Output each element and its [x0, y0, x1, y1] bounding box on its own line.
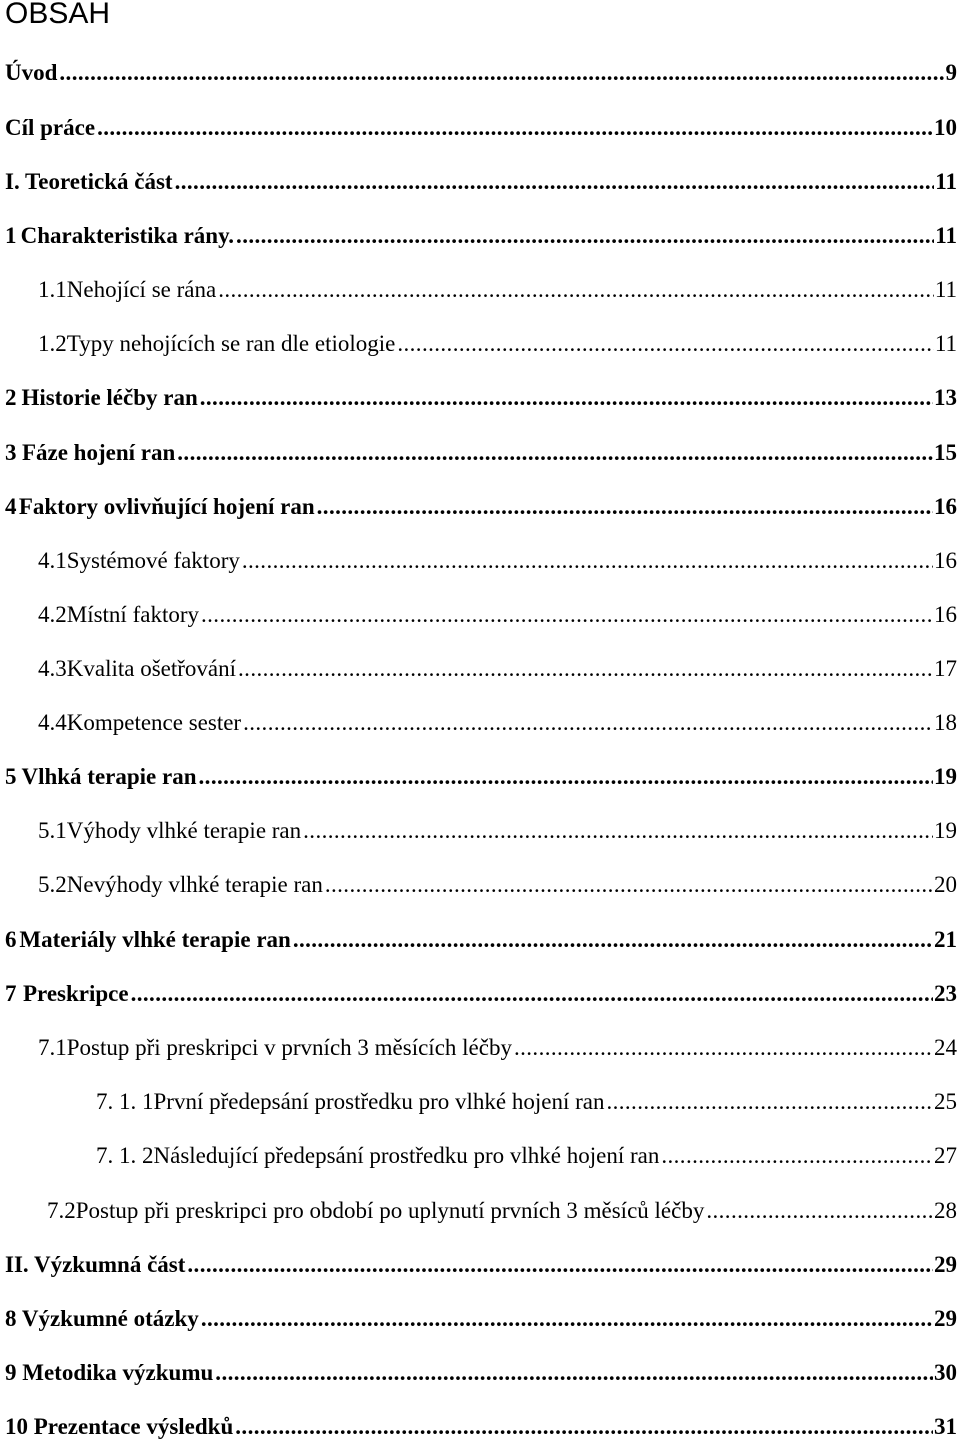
- toc-entry-uvod[interactable]: [5, 58, 957, 88]
- toc-entry-page: 11: [935, 169, 957, 194]
- toc-entry-number: 1.1: [38, 277, 67, 302]
- toc-entry-page: 29: [934, 1252, 957, 1277]
- toc-entry-4-2[interactable]: [38, 600, 957, 630]
- toc-leader-dots: [325, 870, 933, 900]
- toc-entry-page: 16: [934, 548, 957, 573]
- toc-entry-page: 27: [934, 1143, 957, 1168]
- toc-leader-dots: [303, 816, 933, 846]
- toc-entry-4-4[interactable]: [38, 708, 957, 738]
- toc-entry-page: 11: [934, 331, 957, 356]
- toc-entry-title: Místní faktory: [66, 602, 199, 627]
- toc-entry-page: 30: [934, 1360, 957, 1385]
- toc-leader-dots: [242, 546, 933, 576]
- toc-entry-number: 1.2: [38, 331, 67, 356]
- toc-leader-dots: [175, 167, 935, 197]
- toc-entry-title: II. Výzkumná část: [5, 1252, 186, 1277]
- toc-entry-title: Kompetence sester: [66, 710, 242, 735]
- toc-entry-title: Preskripce: [23, 981, 129, 1006]
- toc-entry-page: 11: [935, 223, 957, 248]
- toc-entry-cil-prace[interactable]: [5, 113, 957, 143]
- toc-leader-dots: [706, 1196, 933, 1226]
- toc-entry-page: 16: [934, 602, 957, 627]
- toc-entry-title: Nevýhody vlhké terapie ran: [66, 872, 323, 897]
- toc-entry-3[interactable]: [5, 438, 957, 468]
- toc-leader-dots: [293, 925, 933, 955]
- toc-leader-dots: [199, 762, 933, 792]
- toc-leader-dots: [218, 275, 934, 305]
- toc-entry-title: Nehojící se rána: [66, 277, 217, 302]
- toc-entry-part-1[interactable]: [5, 167, 957, 197]
- toc-heading: OBSAH: [5, 0, 111, 30]
- toc-entry-5-2[interactable]: [38, 870, 957, 900]
- toc-entry-page: 10: [934, 115, 957, 140]
- toc-leader-dots: [200, 383, 933, 413]
- toc-entry-7-1-2[interactable]: [96, 1141, 957, 1171]
- toc-leader-dots: [606, 1087, 933, 1117]
- toc-entry-number: 7. 1. 2: [96, 1143, 154, 1168]
- toc-entry-title: Postup při preskripci pro období po uplynutí prvních 3 měsíců léčby: [75, 1198, 705, 1223]
- toc-entry-page: 9: [945, 60, 957, 85]
- toc-leader-dots: [243, 708, 933, 738]
- toc-entry-part-2[interactable]: [5, 1250, 957, 1280]
- toc-entry-title: Fáze hojení ran: [21, 440, 176, 465]
- toc-entry-page: 23: [934, 981, 957, 1006]
- toc-entry-page: 17: [934, 656, 957, 681]
- toc-entry-page: 24: [934, 1035, 957, 1060]
- toc-entry-page: 25: [934, 1089, 957, 1114]
- toc-entry-10[interactable]: [5, 1412, 957, 1442]
- toc-entry-1[interactable]: [5, 221, 957, 251]
- toc-leader-dots: [201, 1304, 933, 1334]
- toc-entry-page: 19: [934, 764, 957, 789]
- toc-leader-dots: [177, 438, 933, 468]
- toc-entry-title: Systémové faktory: [66, 548, 240, 573]
- toc-entry-page: 16: [934, 494, 957, 519]
- toc-entry-page: 21: [934, 927, 957, 952]
- toc-entry-number: 2: [5, 385, 17, 410]
- toc-entry-number: 4.3: [38, 656, 67, 681]
- toc-entry-number: 5: [5, 764, 17, 789]
- toc-entry-page: 11: [934, 277, 957, 302]
- toc-entry-title: Kvalita ošetřování: [66, 656, 237, 681]
- toc-entry-number: 4.4: [38, 710, 67, 735]
- toc-leader-dots: [236, 221, 934, 251]
- toc-entry-title: Charakteristika rány.: [20, 223, 235, 248]
- toc-entry-number: 7. 1. 1: [96, 1089, 154, 1114]
- toc-entry-title: Úvod: [5, 60, 58, 85]
- toc-leader-dots: [661, 1141, 933, 1171]
- toc-entry-number: 5.1: [38, 818, 67, 843]
- toc-entry-7[interactable]: [5, 979, 957, 1009]
- toc-entry-4[interactable]: [5, 492, 957, 522]
- toc-entry-6[interactable]: [5, 925, 957, 955]
- toc-entry-9[interactable]: [5, 1358, 957, 1388]
- toc-entry-4-3[interactable]: [38, 654, 957, 684]
- toc-entry-number: 7.1: [38, 1035, 67, 1060]
- toc-leader-dots: [317, 492, 933, 522]
- toc-leader-dots: [59, 58, 944, 88]
- toc-leader-dots: [235, 1412, 933, 1442]
- toc-leader-dots: [397, 329, 934, 359]
- toc-entry-number: 3: [5, 440, 17, 465]
- toc-entry-title: Cíl práce: [5, 115, 96, 140]
- toc-leader-dots: [514, 1033, 933, 1063]
- toc-entry-title: Historie léčby ran: [21, 385, 198, 410]
- toc-entry-page: 20: [934, 872, 957, 897]
- toc-entry-title: 10 Prezentace výsledků: [5, 1414, 234, 1439]
- toc-entry-7-1-1[interactable]: [96, 1087, 957, 1117]
- toc-leader-dots: [201, 600, 933, 630]
- toc-leader-dots: [97, 113, 933, 143]
- toc-entry-7-2[interactable]: [47, 1196, 957, 1226]
- toc-leader-dots: [238, 654, 933, 684]
- toc-entry-title: Vlhká terapie ran: [21, 764, 197, 789]
- toc-entry-page: 19: [934, 818, 957, 843]
- toc-entry-title: 9 Metodika výzkumu: [5, 1360, 214, 1385]
- toc-entry-title: I. Teoretická část: [5, 169, 173, 194]
- toc-entry-number: 7.2: [47, 1198, 76, 1223]
- toc-entry-title: Faktory ovlivňující hojení ran: [18, 494, 315, 519]
- toc-entry-title: Následující předepsání prostředku pro vlhké hojení ran: [153, 1143, 660, 1168]
- toc-entry-title: Postup při preskripci v prvních 3 měsících léčby: [66, 1035, 512, 1060]
- toc-entry-page: 29: [934, 1306, 957, 1331]
- toc-entry-page: 18: [934, 710, 957, 735]
- toc-entry-page: 31: [934, 1414, 957, 1439]
- toc-entry-title: 8 Výzkumné otázky: [5, 1306, 199, 1331]
- toc-entry-2[interactable]: [5, 383, 957, 413]
- toc-entry-number: 5.2: [38, 872, 67, 897]
- toc-entry-page: 15: [934, 440, 957, 465]
- toc-entry-4-1[interactable]: [38, 546, 957, 576]
- toc-leader-dots: [131, 979, 933, 1009]
- toc-entry-title: První předepsání prostředku pro vlhké hojení ran: [153, 1089, 605, 1114]
- toc-entry-number: 6: [5, 927, 17, 952]
- toc-entry-number: 4.2: [38, 602, 67, 627]
- toc-entry-title: Materiály vlhké terapie ran: [19, 927, 291, 952]
- toc-entry-1-2[interactable]: [38, 329, 957, 359]
- toc-entry-number: 4.1: [38, 548, 67, 573]
- toc-entry-number: 1: [5, 223, 17, 248]
- toc-entry-1-1[interactable]: [38, 275, 957, 305]
- toc-entry-7-1[interactable]: [38, 1033, 957, 1063]
- toc-leader-dots: [187, 1250, 933, 1280]
- toc-entry-8[interactable]: [5, 1304, 957, 1334]
- toc-entry-title: Typy nehojících se ran dle etiologie: [66, 331, 396, 356]
- toc-leader-dots: [215, 1358, 933, 1388]
- toc-entry-5[interactable]: [5, 762, 957, 792]
- toc-entry-number: 4: [5, 494, 17, 519]
- toc-entry-title: Výhody vlhké terapie ran: [66, 818, 302, 843]
- toc-entry-page: 13: [934, 385, 957, 410]
- toc-entry-page: 28: [934, 1198, 957, 1223]
- toc-entry-5-1[interactable]: [38, 816, 957, 846]
- toc-entry-number: 7: [5, 981, 17, 1006]
